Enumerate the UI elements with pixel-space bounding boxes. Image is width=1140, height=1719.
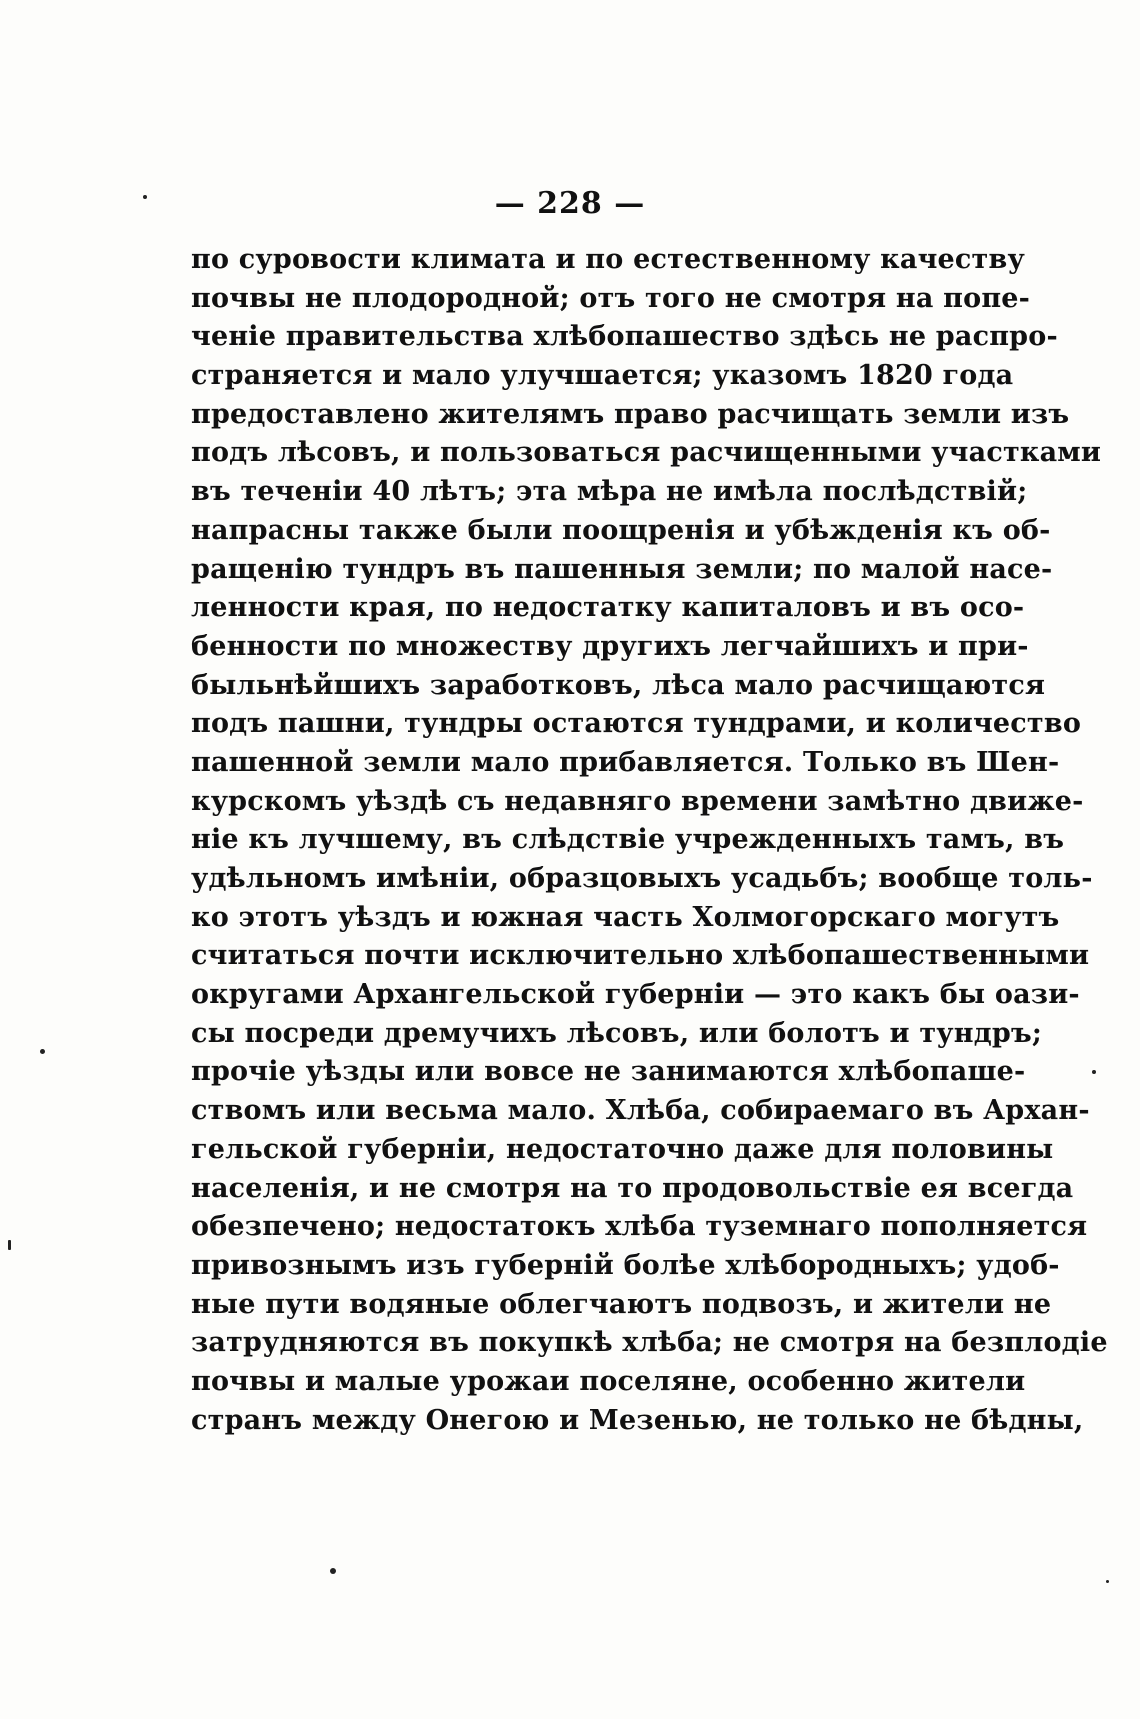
scan-speck	[1092, 1070, 1096, 1074]
scan-speck	[40, 1049, 45, 1054]
text-line: подъ лѣсовъ, и пользоваться расчищенными участками	[191, 437, 1102, 469]
text-line: ращенію тундръ въ пашенныя земли; по малой насе-	[191, 553, 1053, 585]
text-line: подъ пашни, тундры остаются тундрами, и количество	[191, 708, 1082, 740]
text-line: гельской губерніи, недостаточно даже для половины	[191, 1133, 1054, 1165]
text-line: по суровости климата и по естественному качеству	[191, 244, 1025, 275]
scan-speck	[1106, 1580, 1109, 1583]
text-line: ленности края, по недостатку капиталовъ и въ осо-	[191, 592, 1025, 624]
text-line: ствомъ или весьма мало. Хлѣба, собираемаго въ Архан-	[191, 1095, 1090, 1127]
text-line: напрасны также были поощренія и убѣжденія къ об-	[191, 514, 1051, 546]
text-line: населенія, и не смотря на то продовольствіе ея всегда	[191, 1172, 1074, 1204]
text-line: округами Архангельской губерніи — это какъ бы оази-	[191, 979, 1080, 1011]
text-line: прочіе уѣзды или вовсе не занимаются хлѣбопаше-	[191, 1056, 1026, 1088]
text-line: почвы и малые урожаи поселяне, особенно жители	[191, 1365, 1026, 1397]
text-line: обезпечено; недостатокъ хлѣба туземнаго пополняется	[191, 1211, 1088, 1243]
text-line: ніе къ лучшему, въ слѣдствіе учрежденныхъ тамъ, въ	[191, 824, 1065, 856]
text-line: курскомъ уѣздѣ съ недавняго времени замѣтно движе-	[191, 785, 1084, 817]
text-line: привознымъ изъ губерній болѣе хлѣбородныхъ; удоб-	[191, 1249, 1060, 1281]
scan-speck	[8, 1240, 11, 1250]
text-line: бенности по множеству другихъ легчайшихъ и при-	[191, 630, 1029, 662]
text-line: затрудняются въ покупкѣ хлѣба; не смотря на безплодіе	[191, 1327, 1108, 1359]
text-line: страняется и мало улучшается; указомъ 1820 года	[191, 360, 1014, 392]
text-line: сы посреди дремучихъ лѣсовъ, или болотъ и тундръ;	[191, 1017, 1043, 1049]
text-line: предоставлено жителямъ право расчищать земли изъ	[191, 398, 1070, 430]
text-line: пашенной земли мало прибавляется. Только въ Шен-	[191, 746, 1060, 778]
text-line: считаться почти исключительно хлѣбопашественными	[191, 940, 1090, 972]
text-line: ченіе правительства хлѣбопашество здѣсь не распро-	[191, 321, 1058, 353]
body-text	[191, 241, 1108, 1440]
text-line: странъ между Онегою и Мезенью, не только не бѣдны,	[191, 1404, 1084, 1436]
scan-speck	[143, 195, 147, 199]
text-line: въ теченіи 40 лѣтъ; эта мѣра не имѣла послѣдствій;	[191, 476, 1028, 508]
text-line: ные пути водяные облегчаютъ подвозъ, и жители не	[191, 1288, 1052, 1320]
text-line: быльнѣйшихъ заработковъ, лѣса мало расчищаются	[191, 669, 1046, 701]
text-line: ко этотъ уѣздъ и южная часть Холмогорскаго могутъ	[191, 901, 1060, 933]
text-line: почвы не плодородной; отъ того не смотря на попе-	[191, 282, 1031, 314]
text-line: удѣльномъ имѣніи, образцовыхъ усадьбъ; вообще толь-	[191, 863, 1093, 894]
page-number: — 228 —	[494, 186, 646, 221]
scan-speck	[330, 1568, 336, 1574]
